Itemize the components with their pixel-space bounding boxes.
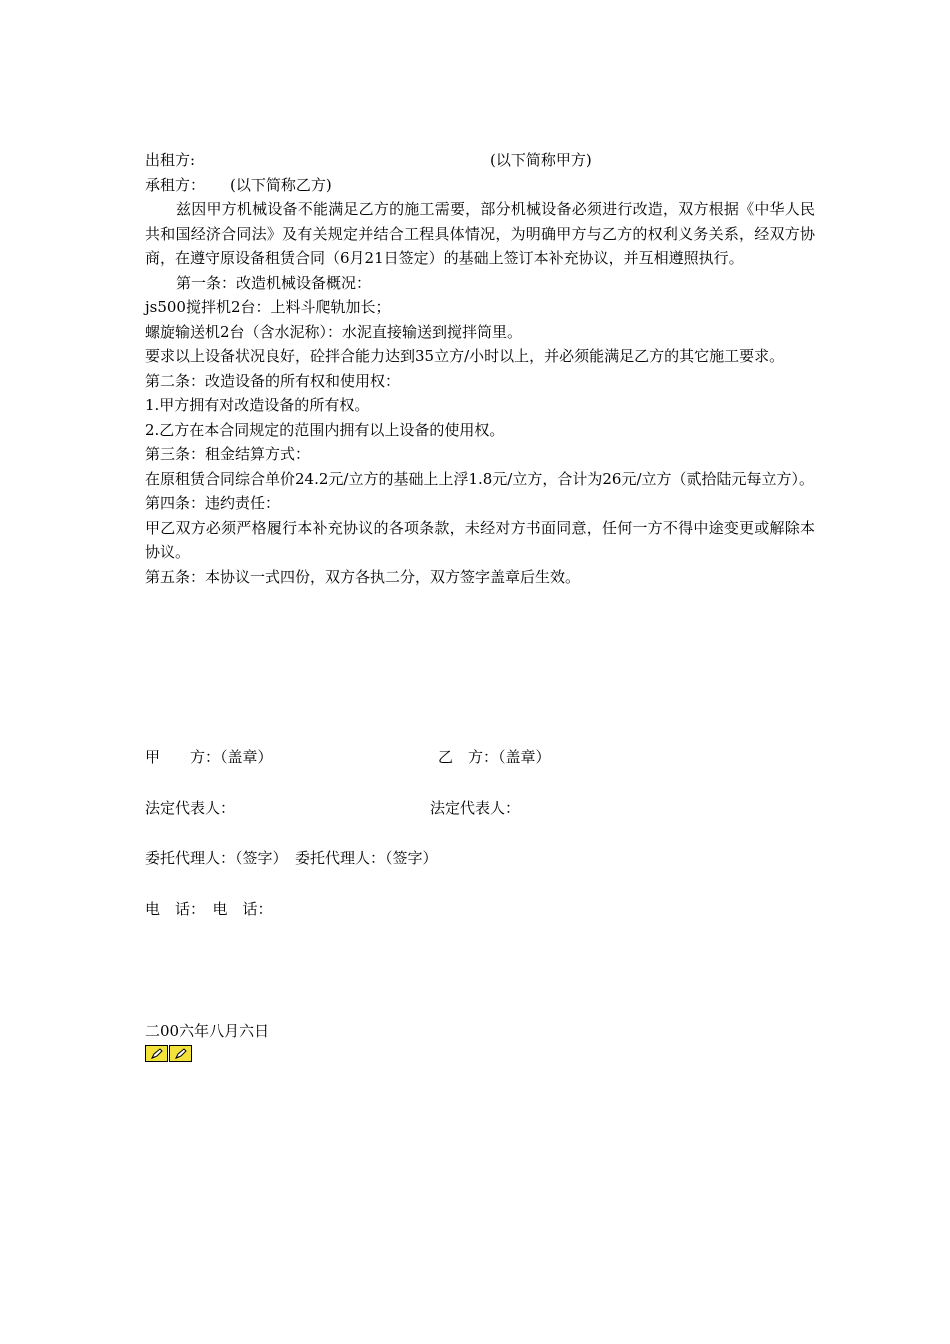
article-1-item-2: 螺旋输送机2台（含水泥称）：水泥直接输送到搅拌筒里。 xyxy=(145,322,523,341)
toolbar-icons xyxy=(145,1045,193,1062)
agreement-body xyxy=(145,148,815,589)
article-2-item-2: 2.乙方在本合同规定的范围内拥有以上设备的使用权。 xyxy=(145,420,505,439)
article-4-title: 第四条：违约责任： xyxy=(145,494,281,512)
article-2-title: 第二条：改造设备的所有权和使用权： xyxy=(145,371,401,390)
agents-line: 委托代理人：（签字） 委托代理人：（签字） xyxy=(145,849,438,867)
phones-line: 电 话： 电 话： xyxy=(145,900,273,918)
lessee-alias: (以下简称乙方) xyxy=(230,175,332,194)
party-a-seal: 甲 方：（盖章） xyxy=(145,748,273,766)
signing-date: 二00六年八月六日 xyxy=(145,1022,270,1040)
lessor-label: 出租方: xyxy=(145,151,196,169)
party-b-seal: 乙 方：（盖章） xyxy=(438,748,551,766)
article-1-requirement: 要求以上设备状况良好，砼拌合能力达到35立方/小时以上，并必须能满足乙方的其它施工要求。 xyxy=(145,347,785,365)
lessor-line xyxy=(145,148,815,173)
lessor-alias: (以下简称甲方) xyxy=(490,151,592,169)
legal-rep-b: 法定代表人： xyxy=(430,799,521,817)
lessee-line xyxy=(145,173,815,198)
article-3-title: 第三条：租金结算方式： xyxy=(145,445,311,463)
lessee-label: 承租方： xyxy=(145,175,206,194)
article-4-text: 甲乙双方必须严格履行本补充协议的各项条款，未经对方书面同意，任何一方不得中途变更或解除本协议。 xyxy=(145,518,815,561)
intro-paragraph: 兹因甲方机械设备不能满足乙方的施工需要，部分机械设备必须进行改造，双方根据《中华人民共和国经济合同法》及有关规定并结合工程具体情况，为明确甲方与乙方的权利义务关系，经双方协商，在遵守原设备租赁合同（6月21日签定）的基础上签订本补充协议，并互相遵照执行。 xyxy=(145,200,815,267)
article-2-item-1: 1.甲方拥有对改造设备的所有权。 xyxy=(145,396,370,414)
legal-rep-a: 法定代表人： xyxy=(145,799,236,817)
pencil-icon[interactable] xyxy=(169,1045,192,1062)
article-1-title: 第一条：改造机械设备概况： xyxy=(176,273,372,292)
pencil-icon[interactable] xyxy=(145,1045,168,1062)
article-5-text: 第五条：本协议一式四份，双方各执二分，双方签字盖章后生效。 xyxy=(145,567,581,586)
article-1-item-1: js500搅拌机2台：上料斗爬轨加长； xyxy=(145,298,391,316)
article-3-text: 在原租赁合同综合单价24.2元/立方的基础上上浮1.8元/立方，合计为26元/立方（贰拾陆元每立方）。 xyxy=(145,469,815,488)
